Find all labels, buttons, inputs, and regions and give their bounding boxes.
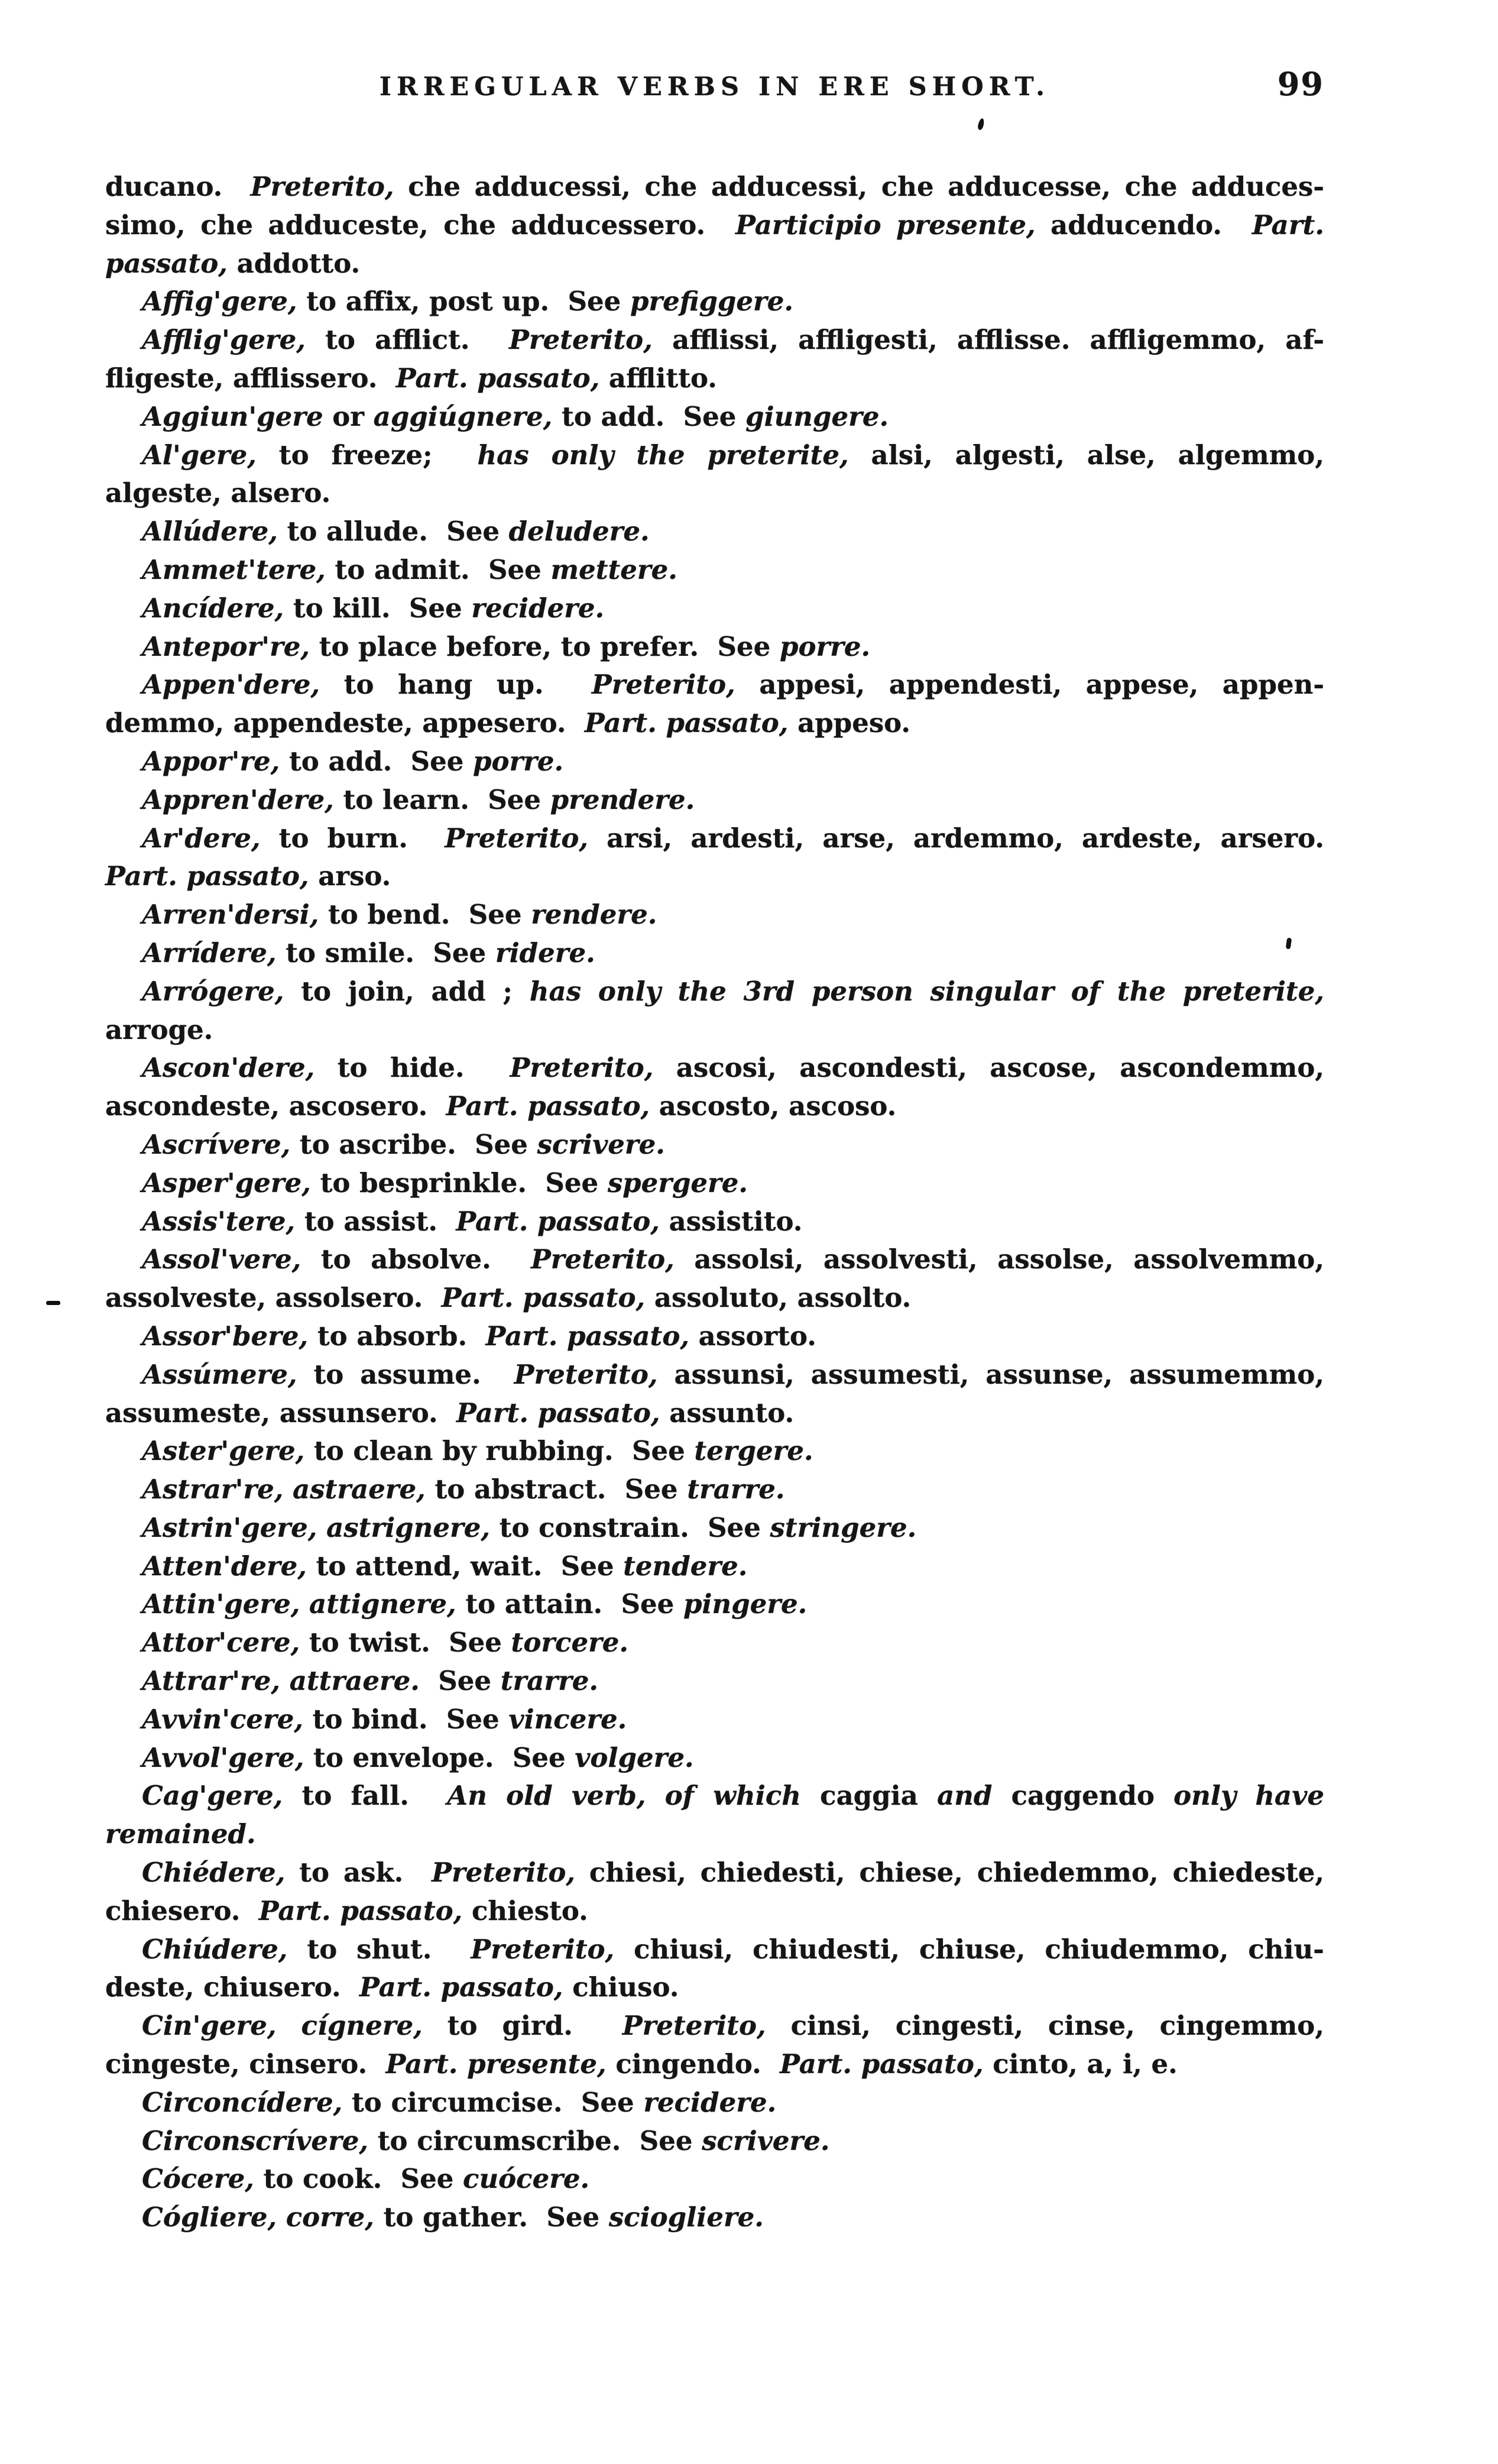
roman-text: chiesero. <box>105 1895 259 1926</box>
italic-text: Arren'dersi, <box>142 899 319 931</box>
italic-text: Attor'cere, <box>142 1627 300 1659</box>
roman-text: adducendo. <box>1035 209 1253 241</box>
italic-text: Ascrívere, <box>142 1128 291 1160</box>
italic-text: Circoncídere, <box>142 2086 343 2118</box>
italic-text: Preterito, <box>510 1052 654 1084</box>
italic-text: prendere. <box>550 783 695 815</box>
italic-text: Asper'gere, <box>142 1167 311 1199</box>
italic-text: Atten'dere, <box>142 1550 307 1582</box>
text-line <box>105 2007 1324 2045</box>
italic-text: Assis'tere, <box>142 1205 296 1237</box>
scan-speck <box>977 118 985 131</box>
text-line <box>105 321 1324 360</box>
scan-speck <box>46 1301 60 1305</box>
text-line <box>105 436 1324 475</box>
roman-text: assoluto, assolto. <box>645 1282 912 1314</box>
roman-text: to twist. See <box>300 1627 511 1659</box>
roman-text: assunsi, assumesti, assunse, assumemmo, <box>657 1358 1324 1390</box>
text-line <box>105 1968 1324 2007</box>
roman-text: to add. See <box>552 400 746 432</box>
roman-text: to envelope. See <box>304 1741 575 1773</box>
text-line <box>105 896 1324 934</box>
italic-text: Part. passato, <box>456 1205 660 1237</box>
text-line <box>105 1164 1324 1203</box>
roman-text: to add. See <box>280 745 474 777</box>
text-line <box>105 1471 1324 1509</box>
roman-text: to gird. <box>422 2010 622 2042</box>
italic-text: ridere. <box>495 937 595 969</box>
text-line <box>105 781 1324 820</box>
italic-text: Ancídere, <box>142 592 284 624</box>
roman-text: demmo, appendeste, appesero. <box>105 707 585 739</box>
italic-text: and <box>937 1780 993 1812</box>
roman-text: See <box>419 1665 501 1697</box>
roman-text: to smile. See <box>276 937 495 969</box>
text-line <box>105 1356 1324 1394</box>
italic-text: scrivere. <box>537 1128 665 1160</box>
text-line <box>105 1739 1324 1777</box>
italic-text: Assúmere, <box>142 1358 297 1390</box>
roman-text: to burn. <box>260 822 445 854</box>
roman-text: to ascribe. See <box>290 1128 537 1160</box>
roman-text: to ask. <box>285 1857 432 1889</box>
italic-text: Afflig'gere, <box>142 324 306 356</box>
italic-text: Part. passato, <box>105 860 309 892</box>
italic-text: Arrídere, <box>142 937 277 969</box>
italic-text: recidere. <box>471 592 605 624</box>
roman-text: to cook. See <box>254 2163 463 2195</box>
italic-text: Assol'vere, <box>142 1244 301 1275</box>
roman-text: che adducessi, che adducessi, che adducesse, che adduces- <box>394 171 1324 202</box>
text-line <box>105 2122 1324 2161</box>
roman-text: to abstract. See <box>425 1474 688 1505</box>
italic-text: aggiúgnere, <box>373 400 553 432</box>
italic-text: passato, <box>105 247 228 279</box>
italic-text: Affig'gere, <box>142 286 297 318</box>
roman-text: to attend, wait. See <box>306 1550 624 1582</box>
italic-text: Appor're, <box>142 745 280 777</box>
roman-text: to freeze; <box>256 439 478 471</box>
roman-text: caggendo <box>992 1780 1174 1812</box>
roman-text: to clean by rubbing. See <box>304 1435 695 1467</box>
italic-text: Preterito, <box>432 1857 576 1889</box>
roman-text: ducano. <box>105 171 251 202</box>
italic-text: scrivere. <box>702 2125 830 2157</box>
text-line <box>105 1279 1324 1317</box>
italic-text: Avvin'cere, <box>142 1703 304 1735</box>
italic-text: stringere. <box>770 1511 917 1543</box>
roman-text: to constrain. See <box>490 1511 770 1543</box>
text-line <box>105 206 1324 245</box>
roman-text: to assume. <box>297 1358 514 1390</box>
italic-text: Part. passato, <box>441 1282 646 1314</box>
text-line <box>105 973 1324 1011</box>
italic-text: torcere. <box>511 1627 629 1659</box>
roman-text: to afflict. <box>305 324 509 356</box>
italic-text: rendere. <box>531 899 657 931</box>
italic-text: mettere. <box>550 553 677 585</box>
text-line <box>105 2160 1324 2199</box>
roman-text: caggia <box>800 1780 938 1812</box>
roman-text: algeste, alsero. <box>105 477 331 509</box>
roman-text: assistito. <box>659 1205 803 1237</box>
text-line <box>105 513 1324 551</box>
italic-text: sciogliere. <box>608 2201 764 2233</box>
italic-text: tendere. <box>623 1550 748 1582</box>
roman-text: assumeste, assunsero. <box>105 1397 457 1429</box>
text-line <box>105 820 1324 858</box>
roman-text: assolveste, assolsero. <box>105 1282 442 1314</box>
italic-text: Preterito, <box>530 1244 675 1275</box>
text-line <box>105 1701 1324 1739</box>
roman-text: appesi, appendesti, appese, appen- <box>735 669 1324 701</box>
roman-text: to bend. See <box>319 899 531 931</box>
text-line <box>105 1815 1324 1854</box>
italic-text: Part. passato, <box>258 1895 463 1926</box>
roman-text: cinto, a, i, e. <box>983 2048 1178 2080</box>
text-line <box>105 666 1324 704</box>
roman-text: to gather. See <box>374 2201 609 2233</box>
text-line <box>105 168 1324 206</box>
italic-text: Part. passato, <box>584 707 789 739</box>
roman-text: to fall. <box>283 1780 448 1812</box>
text-line <box>105 1931 1324 1969</box>
italic-text: recidere. <box>643 2086 777 2118</box>
italic-text: spergere. <box>607 1167 748 1199</box>
text-line <box>105 1854 1324 1892</box>
italic-text: Part. presente, <box>385 2048 607 2080</box>
text-line <box>105 1777 1324 1815</box>
roman-text: to besprinkle. See <box>310 1167 608 1199</box>
italic-text: Ammet'tere, <box>142 553 326 585</box>
text-line <box>105 1049 1324 1087</box>
text-line <box>105 1126 1324 1164</box>
italic-text: cuócere. <box>463 2163 590 2195</box>
roman-text: to allude. See <box>277 516 509 548</box>
roman-text: arsi, ardesti, arse, ardemmo, ardeste, arsero. <box>588 822 1325 854</box>
roman-text: to bind. See <box>303 1703 509 1735</box>
text-line <box>105 1203 1324 1241</box>
italic-text: Preterito, <box>591 669 735 701</box>
text-line <box>105 360 1324 398</box>
italic-text: Chiédere, <box>142 1857 286 1889</box>
italic-text: Part. passato, <box>446 1090 650 1122</box>
roman-text: to shut. <box>287 1933 471 1965</box>
roman-text: or <box>323 400 374 432</box>
roman-text: cingendo. <box>606 2048 780 2080</box>
italic-text: Allúdere, <box>142 516 278 548</box>
roman-text: simo, che adduceste, che adducessero. <box>105 209 736 241</box>
roman-text: alsi, algesti, alse, algemmo, <box>848 439 1324 471</box>
text-line <box>105 2045 1324 2084</box>
roman-text: ascondeste, ascosero. <box>105 1090 446 1122</box>
italic-text: Al'gere, <box>142 439 257 471</box>
roman-text: to learn. See <box>333 783 550 815</box>
roman-text: to circumscribe. See <box>368 2125 702 2157</box>
roman-text: arroge. <box>105 1014 213 1045</box>
text-line <box>105 474 1324 513</box>
roman-text: addotto. <box>227 247 361 279</box>
italic-text: trarre. <box>687 1474 785 1505</box>
text-line <box>105 283 1324 321</box>
text-line <box>105 857 1324 896</box>
italic-text: deludere. <box>508 516 650 548</box>
roman-text: to admit. See <box>325 553 551 585</box>
roman-text: fligeste, afflissero. <box>105 362 396 394</box>
text-line <box>105 590 1324 628</box>
italic-text: remained. <box>105 1818 256 1850</box>
italic-text: volgere. <box>575 1741 694 1773</box>
text-line <box>105 2199 1324 2237</box>
italic-text: trarre. <box>500 1665 599 1697</box>
italic-text: Ascon'dere, <box>142 1052 315 1084</box>
text-line <box>105 704 1324 743</box>
text-line <box>105 1547 1324 1586</box>
roman-text: chiusi, chiudesti, chiuse, chiudemmo, chiu- <box>614 1933 1324 1965</box>
italic-text: Avvol'gere, <box>142 1741 304 1773</box>
italic-text: Arrógere, <box>142 975 284 1007</box>
italic-text: Cin'gere, cígnere, <box>142 2010 423 2042</box>
text-line <box>105 1585 1324 1624</box>
text-line <box>105 1509 1324 1547</box>
text-line <box>105 1624 1324 1662</box>
text-body <box>105 168 1324 2237</box>
text-line <box>105 1241 1324 1279</box>
roman-text: ascosto, ascoso. <box>650 1090 897 1122</box>
page-number: 99 <box>1277 65 1324 103</box>
italic-text: Appen'dere, <box>142 669 320 701</box>
italic-text: Preterito, <box>250 171 394 202</box>
italic-text: porre. <box>473 745 564 777</box>
roman-text: assolsi, assolvesti, assolse, assolvemmo, <box>674 1244 1324 1275</box>
roman-text: to join, add ; <box>284 975 530 1007</box>
roman-text: to attain. See <box>456 1588 683 1620</box>
roman-text: afflitto. <box>599 362 717 394</box>
roman-text: to circumcise. See <box>342 2086 644 2118</box>
roman-text: chiuso. <box>563 1971 679 2003</box>
italic-text: Cag'gere, <box>142 1780 283 1812</box>
italic-text: Preterito, <box>509 324 653 356</box>
roman-text: to hide. <box>314 1052 510 1084</box>
page-title: IRREGULAR VERBS IN ERE SHORT. <box>379 72 1050 102</box>
roman-text: appeso. <box>788 707 911 739</box>
italic-text: tergere. <box>694 1435 813 1467</box>
roman-text: to place before, to prefer. See <box>310 630 780 662</box>
italic-text: Part. passato, <box>395 362 600 394</box>
italic-text: Astrar're, astraere, <box>142 1474 426 1505</box>
italic-text: Preterito, <box>445 822 589 854</box>
italic-text: Participio presente, <box>735 209 1036 241</box>
italic-text: Appren'dere, <box>142 783 334 815</box>
italic-text: Preterito, <box>514 1358 658 1390</box>
roman-text: cinsi, cingesti, cinse, cingemmo, <box>766 2010 1324 2042</box>
italic-text: Attrar're, attraere. <box>142 1665 420 1697</box>
text-line <box>105 551 1324 590</box>
italic-text: Attin'gere, attignere, <box>142 1588 456 1620</box>
italic-text: An old verb, of which <box>447 1780 801 1812</box>
page-header <box>105 65 1324 116</box>
text-line <box>105 1087 1324 1126</box>
roman-text: to hang up. <box>320 669 592 701</box>
italic-text: Aggiun'gere <box>142 400 323 432</box>
roman-text: cingeste, cinsero. <box>105 2048 386 2080</box>
roman-text: arso. <box>309 860 391 892</box>
roman-text: to absorb. <box>308 1320 486 1352</box>
italic-text: vincere. <box>508 1703 627 1735</box>
roman-text: to kill. See <box>284 592 472 624</box>
roman-text: afflissi, affligesti, afflisse. affligemmo, af- <box>652 324 1324 356</box>
italic-text: Astrin'gere, astrignere, <box>142 1511 490 1543</box>
italic-text: only have <box>1173 1780 1324 1812</box>
italic-text: Antepor're, <box>142 630 310 662</box>
text-line <box>105 934 1324 973</box>
italic-text: prefiggere. <box>630 286 794 318</box>
text-line <box>105 245 1324 283</box>
italic-text: giungere. <box>745 400 889 432</box>
italic-text: porre. <box>779 630 871 662</box>
text-line <box>105 1662 1324 1701</box>
italic-text: Circonscrívere, <box>142 2125 369 2157</box>
roman-text: ascosi, ascondesti, ascose, ascondemmo, <box>653 1052 1324 1084</box>
italic-text: has only the preterite, <box>477 439 849 471</box>
text-line <box>105 1011 1324 1050</box>
italic-text: Part. passato, <box>359 1971 563 2003</box>
text-line <box>105 1432 1324 1471</box>
roman-text: assunto. <box>660 1397 795 1429</box>
text-line <box>105 398 1324 436</box>
roman-text: chiesto. <box>462 1895 588 1926</box>
italic-text: Part. <box>1252 209 1324 241</box>
italic-text: Ar'dere, <box>142 822 261 854</box>
text-line <box>105 1317 1324 1356</box>
italic-text: Assor'bere, <box>142 1320 309 1352</box>
italic-text: Cógliere, corre, <box>142 2201 374 2233</box>
roman-text: assorto. <box>689 1320 816 1352</box>
italic-text: Cócere, <box>142 2163 254 2195</box>
text-line <box>105 743 1324 781</box>
italic-text: Part. passato, <box>485 1320 689 1352</box>
roman-text: deste, chiusero. <box>105 1971 360 2003</box>
roman-text: to affix, post up. See <box>297 286 630 318</box>
text-line <box>105 628 1324 666</box>
italic-text: Preterito, <box>471 1933 615 1965</box>
italic-text: Aster'gere, <box>142 1435 305 1467</box>
text-line <box>105 1892 1324 1931</box>
italic-text: has only the 3rd person singular of the preterite, <box>529 975 1324 1007</box>
text-line <box>105 2084 1324 2122</box>
roman-text: chiesi, chiedesti, chiese, chiedemmo, chiedeste, <box>575 1857 1324 1889</box>
roman-text: to absolve. <box>301 1244 531 1275</box>
text-line <box>105 1394 1324 1433</box>
italic-text: Part. passato, <box>780 2048 984 2080</box>
italic-text: Preterito, <box>622 2010 766 2042</box>
roman-text: to assist. <box>295 1205 456 1237</box>
italic-text: pingere. <box>683 1588 808 1620</box>
italic-text: Part. passato, <box>456 1397 660 1429</box>
italic-text: Chiúdere, <box>142 1933 288 1965</box>
